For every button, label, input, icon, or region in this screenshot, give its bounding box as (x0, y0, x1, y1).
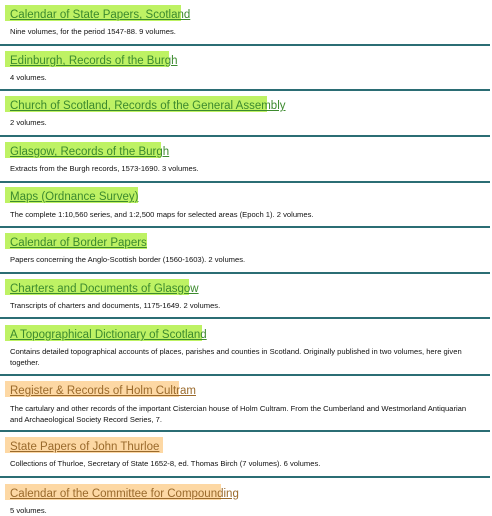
title-highlight (5, 51, 178, 67)
description: 4 volumes. (10, 73, 47, 82)
description: 2 volumes. (10, 118, 47, 127)
description: The complete 1:10,560 series, and 1:2,500 maps for selected areas (Epoch 1). 2 volumes. (10, 210, 314, 219)
title-highlight (5, 233, 147, 249)
title-highlight (5, 381, 196, 397)
title-link[interactable]: Calendar of State Papers, Scotland (10, 9, 191, 21)
description: The cartulary and other records of the important Cistercian house of Holm Cultram. From the Cumberland and Westmorland Antiquarian and Archaeological Society Record Series, 7. (10, 404, 467, 424)
title-link[interactable]: Glasgow, Records of the Burgh (10, 146, 170, 158)
divider (0, 374, 490, 376)
description: Contains detailed topographical accounts of places, parishes and counties in Scotland. Originally published in two volumes, here given together. (10, 347, 462, 367)
title-highlight (5, 187, 138, 203)
title-link[interactable]: Maps (Ordnance Survey) (10, 191, 139, 203)
divider (0, 317, 490, 319)
description: 5 volumes. (10, 506, 47, 515)
description: Collections of Thurloe, Secretary of State 1652-8, ed. Thomas Birch (7 volumes). 6 volumes. (10, 459, 321, 468)
title-highlight (5, 5, 191, 21)
divider (0, 272, 490, 274)
divider (0, 44, 490, 46)
title-highlight (5, 142, 170, 158)
divider (0, 181, 490, 183)
description: Papers concerning the Anglo-Scottish border (1560-1603). 2 volumes. (10, 255, 246, 264)
title-link[interactable]: Edinburgh, Records of the Burgh (10, 55, 178, 67)
title-link[interactable]: Calendar of the Committee for Compounding (10, 488, 239, 500)
title-link[interactable]: Church of Scotland, Records of the General Assembly (10, 100, 286, 112)
title-highlight (5, 96, 286, 112)
title-highlight (5, 484, 239, 500)
divider (0, 89, 490, 91)
divider (0, 135, 490, 137)
title-highlight (5, 325, 207, 341)
divider (0, 476, 490, 478)
divider (0, 430, 490, 432)
title-highlight (5, 279, 199, 295)
title-link[interactable]: State Papers of John Thurloe (10, 441, 160, 453)
title-link[interactable]: Calendar of Border Papers (10, 237, 147, 249)
description: Nine volumes, for the period 1547-88. 9 volumes. (10, 27, 176, 36)
description: Transcripts of charters and documents, 1175-1649. 2 volumes. (10, 301, 221, 310)
title-link[interactable]: Register & Records of Holm Cultram (10, 385, 196, 397)
title-highlight (5, 437, 163, 453)
title-link[interactable]: Charters and Documents of Glasgow (10, 283, 199, 295)
title-link[interactable]: A Topographical Dictionary of Scotland (10, 329, 207, 341)
divider (0, 226, 490, 228)
description: Extracts from the Burgh records, 1573-1690. 3 volumes. (10, 164, 199, 173)
